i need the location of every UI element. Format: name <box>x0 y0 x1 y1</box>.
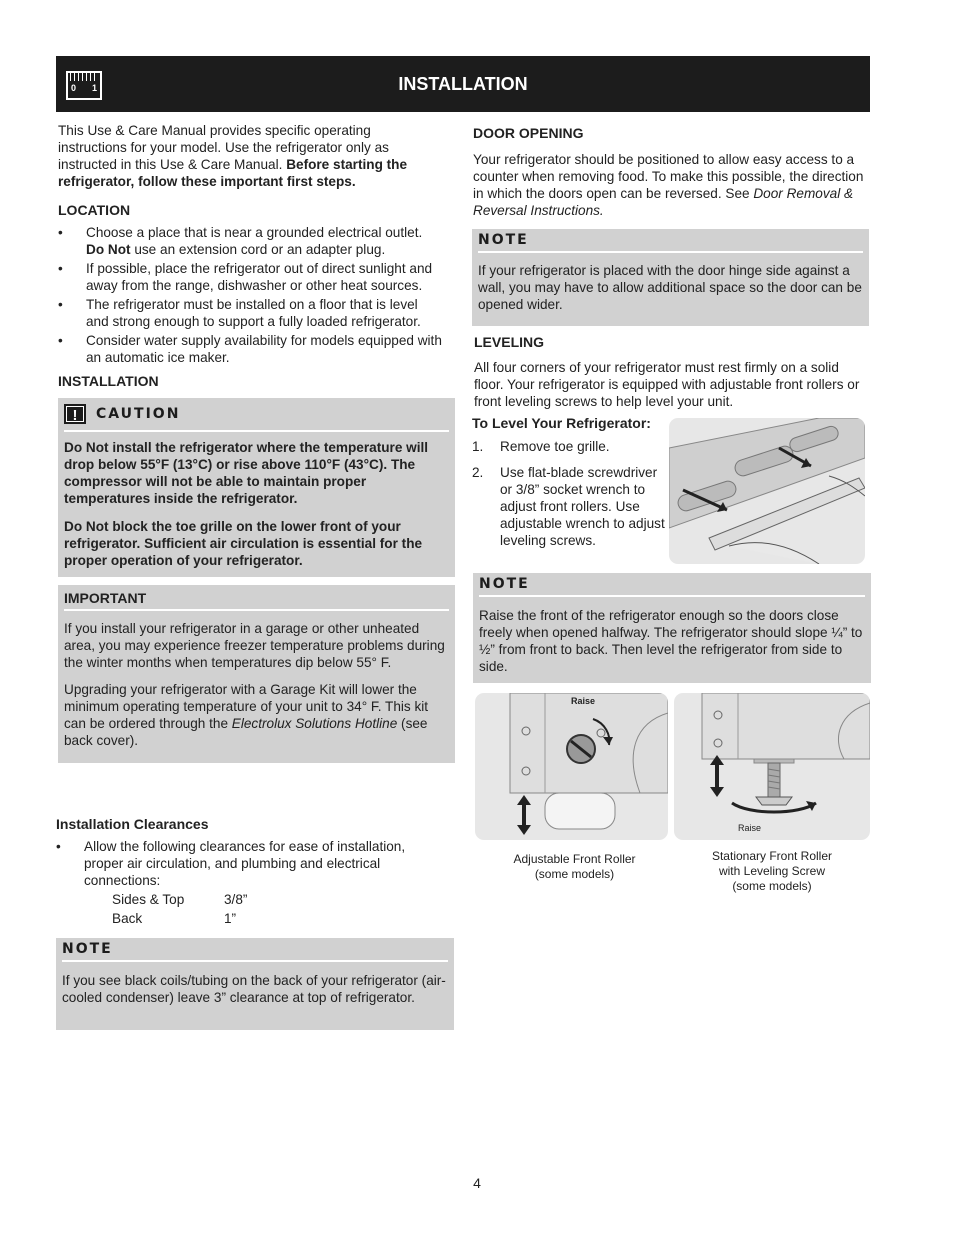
door-opening-text: Your refrigerator should be positioned to allow easy access to a counter when removing food. To make this possible, the direction in which the doors open can be reversed. See Door Removal & Reversal Instructions. <box>473 152 864 218</box>
list-item: • Consider water supply availability for models equipped with an automatic ice maker. <box>58 333 442 365</box>
clearances-heading: Installation Clearances <box>56 816 209 832</box>
intro-paragraph: This Use & Care Manual provides specific operating instructions for your model. Use the refrigerator only as instructed in this Use & Care Manual. Before starting the refrigerator, follow these important first steps. <box>58 123 408 189</box>
caution-box <box>58 398 455 577</box>
list-item: • The refrigerator must be installed on a floor that is level and strong enough to support a fully loaded refrigerator. <box>58 297 421 329</box>
caution-text-1: Do Not install the refrigerator where the temperature will drop below 55°F (13°C) or rise above 110°F (43°C). The compressor will not be able to maintain proper temperatures inside the refrigerator. <box>64 440 429 506</box>
important-text-1: If you install your refrigerator in a garage or other unheated area, you may experience freezer temperature problems during the winter months when temperatures dip below 55° F. <box>64 621 445 670</box>
caption-stationary-roller: Stationary Front Roller with Leveling Screw (some models) <box>711 849 833 893</box>
clearance-table <box>56 891 436 927</box>
clearances-section <box>56 815 436 927</box>
important-box <box>58 585 455 763</box>
note-text: Raise the front of the refrigerator enough so the doors close freely when opened halfway. The refrigerator should slope ¼” to ½” from front to back. Then level the refrigerator from side to side. <box>479 608 863 674</box>
leveling-section <box>474 333 866 410</box>
list-item: • Choose a place that is near a grounded electrical outlet. Do Not use an extension cord or an adapter plug. <box>58 225 423 257</box>
ruler-label-one: 1 <box>91 83 97 93</box>
note-box-leveling <box>473 573 871 683</box>
note-text: If your refrigerator is placed with the door hinge side against a wall, you may have to allow additional space so the door can be opened wider. <box>478 263 862 312</box>
raise-label: Raise <box>571 696 596 706</box>
table-row: Sides & Top 3/8” <box>112 892 248 907</box>
caution-label: CAUTION <box>96 405 181 422</box>
table-row: Back 1” <box>112 911 237 926</box>
ruler-label-zero: 0 <box>71 83 77 93</box>
stationary-roller-drawing <box>674 693 870 840</box>
adjustable-roller-drawing <box>475 693 668 840</box>
left-column <box>58 122 455 763</box>
important-label: IMPORTANT <box>64 585 449 611</box>
page-title: INSTALLATION <box>398 74 528 94</box>
note-label: NOTE <box>62 940 113 957</box>
door-opening-heading: DOOR OPENING <box>473 125 584 141</box>
leveling-heading: LEVELING <box>474 334 545 350</box>
adjustable-roller-illustration <box>475 693 668 840</box>
note-text: If you see black coils/tubing on the back of your refrigerator (air-cooled condenser) leave 3” clearance at top of refrigerator. <box>62 973 446 1005</box>
installation-heading: INSTALLATION <box>58 373 159 389</box>
note-label: NOTE <box>478 231 529 248</box>
note-box-clearance <box>56 938 454 1030</box>
list-item: • Allow the following clearances for ease of installation, proper air circulation, and plumbing and electrical connections: <box>56 839 406 888</box>
caution-text-2: Do Not block the toe grille on the lower front of your refrigerator. Sufficient air circulation is essential for the proper operation of your refrigerator. <box>64 519 423 568</box>
list-item: • If possible, place the refrigerator out of direct sunlight and away from the range, dishwasher or other heat sources. <box>58 261 433 293</box>
list-item: 2. Use flat-blade screwdriver or 3/8” socket wrench to adjust front rollers. Use adjustable wrench to adjust leveling screws. <box>472 465 665 548</box>
note-box-door <box>472 229 869 326</box>
leveling-steps <box>472 414 668 549</box>
location-list <box>58 224 443 366</box>
toe-grille-drawing <box>669 418 865 564</box>
stationary-roller-illustration <box>674 693 870 840</box>
leveling-subheading: To Level Your Refrigerator: <box>472 415 651 431</box>
warning-triangle-icon: ! <box>64 404 86 424</box>
raise-label: Raise <box>738 823 762 833</box>
location-heading: LOCATION <box>58 202 131 218</box>
leveling-text: All four corners of your refrigerator must rest firmly on a solid floor. Your refrigerator is equipped with adjustable front rollers or front leveling screws to help level your unit. <box>474 360 860 409</box>
important-text-2: Upgrading your refrigerator with a Garage Kit will lower the minimum operating temperature of your unit to 34° F. This kit can be ordered through the Electrolux Solutions Hotline (see back cover). <box>64 682 429 748</box>
page-number: 4 <box>473 1175 481 1191</box>
note-label: NOTE <box>479 575 530 592</box>
caption-adjustable-roller: Adjustable Front Roller (some models) <box>513 852 636 881</box>
list-item: 1. Remove toe grille. <box>472 439 610 454</box>
toe-grille-illustration <box>669 418 865 564</box>
section-banner <box>56 56 870 112</box>
right-column <box>472 124 870 219</box>
